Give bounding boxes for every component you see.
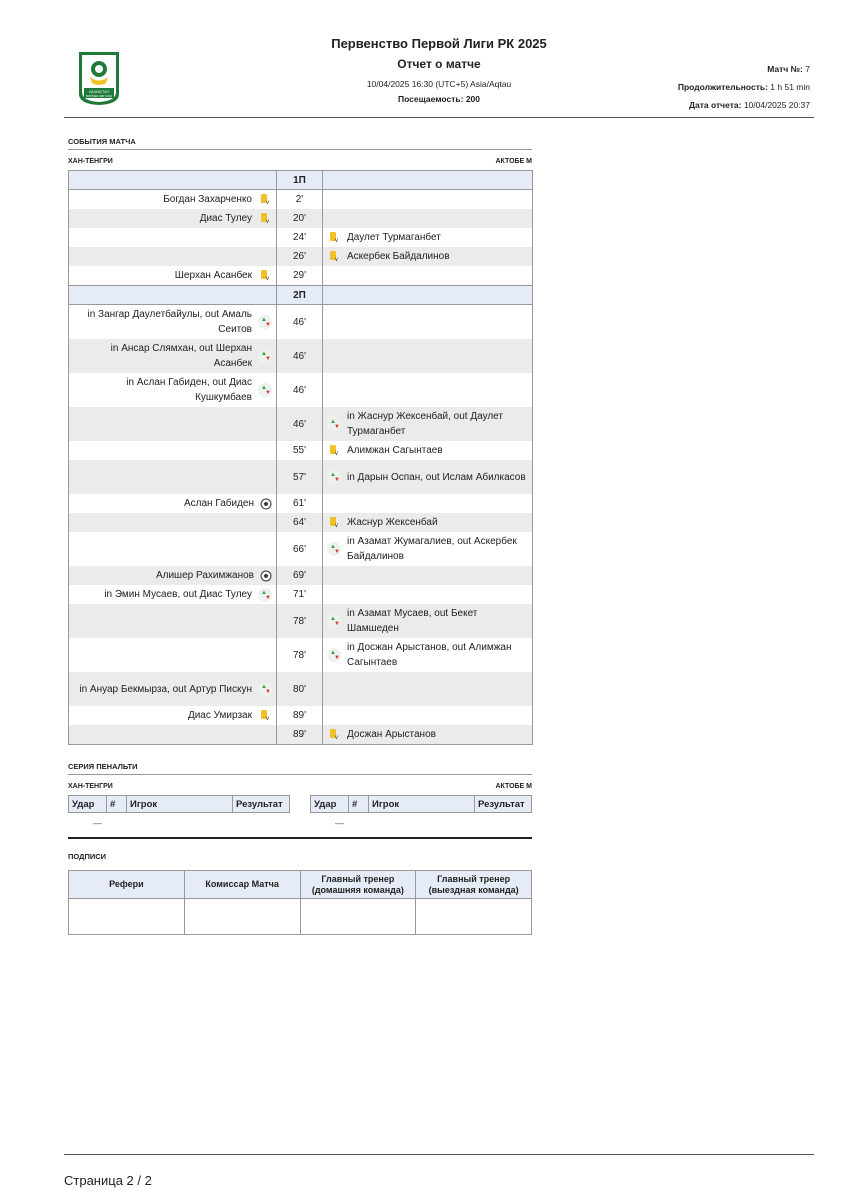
- event-minute: 78': [277, 604, 323, 638]
- event-away-cell: [323, 373, 533, 407]
- event-row: [69, 604, 533, 638]
- event-row: [69, 725, 533, 745]
- page-title: Первенство Первой Лиги РК 2025: [331, 36, 547, 51]
- event-minute: 46': [277, 407, 323, 441]
- event-away-cell: [323, 266, 533, 286]
- event-text: in Азамат Жумагалиев, out Аскербек Байдалинов: [347, 536, 517, 562]
- substitution-icon: ▲ ▼: [327, 542, 341, 556]
- event-away-cell: [323, 407, 533, 441]
- event-text: in Азамат Мусаев, out Бекет Шамшеден: [347, 608, 478, 634]
- penalty-away-col-result: Результат: [475, 796, 532, 813]
- event-row: [69, 494, 533, 513]
- match-number-value: 7: [805, 64, 810, 74]
- event-home-cell: [69, 305, 277, 340]
- event-away-cell: [323, 305, 533, 340]
- event-minute: 46': [277, 373, 323, 407]
- match-number: [678, 60, 810, 78]
- duration-value: 1 h 51 min: [770, 82, 810, 92]
- event-text: Алишер Рахимжанов: [155, 570, 254, 581]
- report-header: [64, 30, 814, 118]
- events-table: [68, 170, 533, 745]
- event-row: [69, 460, 533, 494]
- event-text: Диас Умирзак: [187, 710, 252, 721]
- event-home-cell: [69, 494, 277, 513]
- event-row: [69, 305, 533, 340]
- substitution-icon: ▲ ▼: [327, 614, 341, 628]
- event-minute: 69': [277, 566, 323, 585]
- event-row: [69, 585, 533, 604]
- event-home-cell: [69, 228, 277, 247]
- events-section: [68, 137, 532, 745]
- substitution-icon: ▲ ▼: [258, 349, 272, 363]
- logo-text-1: ҚАЗАҚСТАН: [89, 90, 109, 94]
- penalty-home-col-shot: Удар: [69, 796, 107, 813]
- match-datetime: 10/04/2025 16:30 (UTC+5) Asia/Aqtau: [366, 79, 512, 89]
- event-home-cell: [69, 339, 277, 373]
- yellow-card-icon: v: [327, 250, 341, 264]
- event-home-cell: [69, 638, 277, 672]
- yellow-card-icon: v: [258, 212, 272, 226]
- penalty-away-col-shot: Удар: [311, 796, 349, 813]
- event-text: Даулет Турмаганбет: [347, 232, 441, 243]
- period-label: 2П: [277, 286, 323, 305]
- period-row: [69, 286, 533, 305]
- event-home-cell: [69, 706, 277, 725]
- event-text: Аскербек Байдалинов: [347, 251, 450, 262]
- signature-cell-commissioner[interactable]: [184, 899, 300, 935]
- penalty-table-away: [310, 795, 532, 833]
- event-minute: 29': [277, 266, 323, 286]
- report-date-value: 10/04/2025 20:37: [743, 100, 810, 110]
- match-meta: [678, 60, 810, 114]
- event-away-cell: [323, 460, 533, 494]
- event-away-cell: [323, 247, 533, 266]
- event-text: Аслан Габиден: [183, 498, 254, 509]
- event-minute: 78': [277, 638, 323, 672]
- event-text: in Ануар Бекмырза, out Артур Пискун: [79, 683, 252, 695]
- event-row: [69, 190, 533, 210]
- event-away-cell: [323, 513, 533, 532]
- event-minute: 66': [277, 532, 323, 566]
- penalty-away-col-number: #: [349, 796, 369, 813]
- yellow-card-icon: v: [327, 231, 341, 245]
- event-home-cell: [69, 460, 277, 494]
- penalty-home-col-result: Результат: [233, 796, 290, 813]
- substitution-icon: ▲ ▼: [327, 417, 341, 431]
- event-minute: 2': [277, 190, 323, 210]
- substitution-icon: ▲ ▼: [258, 682, 272, 696]
- signatures-table: [68, 870, 532, 935]
- signature-cell-home-coach[interactable]: [300, 899, 416, 935]
- attendance-value: 200: [465, 94, 481, 104]
- event-row: [69, 638, 533, 672]
- event-minute: 61': [277, 494, 323, 513]
- report-date-label: Дата отчета:: [688, 100, 742, 110]
- penalty-home-team: ХАН-ТЕНГРИ: [68, 783, 113, 790]
- match-number-label: Матч №:: [767, 64, 803, 74]
- penalty-home-col-number: #: [107, 796, 127, 813]
- event-text: Алимжан Сагынтаев: [347, 445, 443, 456]
- event-away-cell: [323, 725, 533, 745]
- period-label: 1П: [277, 171, 323, 190]
- event-away-cell: [323, 190, 533, 210]
- penalty-away-empty: —: [335, 817, 344, 828]
- event-text: Диас Тулеу: [199, 213, 252, 224]
- substitution-icon: ▲ ▼: [327, 470, 341, 484]
- event-home-cell: [69, 513, 277, 532]
- event-minute: 64': [277, 513, 323, 532]
- event-minute: 24': [277, 228, 323, 247]
- event-away-cell: [323, 494, 533, 513]
- period-row: [69, 171, 533, 190]
- event-text: in Ансар Слямхан, out Шерхан Асанбек: [110, 343, 252, 369]
- signature-cell-referee[interactable]: [69, 899, 185, 935]
- event-away-cell: [323, 228, 533, 247]
- substitution-icon: ▲ ▼: [327, 648, 341, 662]
- event-away-cell: [323, 532, 533, 566]
- event-home-cell: [69, 266, 277, 286]
- event-minute: 71': [277, 585, 323, 604]
- substitution-icon: ▲ ▼: [258, 383, 272, 397]
- penalty-tables: [68, 795, 532, 833]
- events-teams: [68, 157, 532, 167]
- event-home-cell: [69, 566, 277, 585]
- event-row: [69, 706, 533, 725]
- penalty-divider: [68, 837, 532, 839]
- event-text: Шерхан Асанбек: [174, 270, 252, 281]
- event-row: [69, 407, 533, 441]
- signature-col-referee: Рефери: [69, 871, 185, 899]
- event-text: in Эмин Мусаев, out Диас Тулеу: [104, 589, 252, 600]
- event-minute: 20': [277, 209, 323, 228]
- event-minute: 26': [277, 247, 323, 266]
- penalty-table-home: [68, 795, 290, 833]
- event-minute: 80': [277, 672, 323, 706]
- event-row: [69, 566, 533, 585]
- event-away-cell: [323, 638, 533, 672]
- event-text: in Дарын Оспан, out Ислам Абилкасов: [347, 471, 526, 483]
- event-row: [69, 532, 533, 566]
- event-home-cell: [69, 373, 277, 407]
- event-home-cell: [69, 441, 277, 460]
- event-home-cell: [69, 209, 277, 228]
- event-home-cell: [69, 407, 277, 441]
- penalty-teams: [68, 782, 532, 792]
- signature-col-away-coach: Главный тренер (выездная команда): [416, 871, 532, 899]
- event-home-cell: [69, 247, 277, 266]
- event-away-cell: [323, 706, 533, 725]
- event-text: Досжан Арыстанов: [347, 729, 436, 740]
- event-row: [69, 672, 533, 706]
- yellow-card-icon: v: [258, 709, 272, 723]
- event-minute: 55': [277, 441, 323, 460]
- event-text: in Досжан Арыстанов, out Алимжан Сагынтаев: [347, 642, 512, 668]
- penalty-section: [68, 762, 532, 839]
- yellow-card-icon: v: [258, 269, 272, 283]
- events-home-team: ХАН-ТЕНГРИ: [68, 158, 113, 165]
- yellow-card-icon: v: [258, 193, 272, 207]
- event-text: in Жаснур Жексенбай, out Даулет Турмаганбет: [347, 411, 503, 437]
- event-home-cell: [69, 604, 277, 638]
- penalty-away-col-player: Игрок: [369, 796, 475, 813]
- event-home-cell: [69, 725, 277, 745]
- event-minute: 89': [277, 706, 323, 725]
- signatures-section: [68, 852, 532, 935]
- event-minute: 57': [277, 460, 323, 494]
- duration-label: Продолжительность:: [677, 82, 768, 92]
- event-row: [69, 209, 533, 228]
- yellow-card-icon: v: [327, 516, 341, 530]
- page-number: Страница 2 / 2: [64, 1173, 152, 1188]
- signature-col-commissioner: Комиссар Матча: [184, 871, 300, 899]
- page-footer: [64, 1154, 814, 1188]
- event-text: in Зангар Даулетбайулы, out Амаль Сеитов: [87, 309, 252, 335]
- substitution-icon: ▲ ▼: [258, 588, 272, 602]
- event-away-cell: [323, 604, 533, 638]
- event-away-cell: [323, 566, 533, 585]
- penalty-away-team: АКТОБЕ М: [495, 783, 532, 790]
- event-row: [69, 513, 533, 532]
- event-away-cell: [323, 441, 533, 460]
- penalty-home-empty: —: [93, 817, 102, 828]
- event-row: [69, 441, 533, 460]
- yellow-card-icon: v: [327, 444, 341, 458]
- penalty-home-col-player: Игрок: [127, 796, 233, 813]
- penalty-section-title: СЕРИЯ ПЕНАЛЬТИ: [68, 762, 532, 775]
- events-section-title: СОБЫТИЯ МАТЧА: [68, 137, 532, 150]
- event-minute: 46': [277, 305, 323, 340]
- event-row: [69, 339, 533, 373]
- substitution-icon: ▲ ▼: [258, 315, 272, 329]
- event-text: Жаснур Жексенбай: [347, 517, 438, 528]
- logo-text-2: БІРІНШІ ЛИГАСЫ: [85, 94, 113, 98]
- event-row: [69, 373, 533, 407]
- event-home-cell: [69, 532, 277, 566]
- signature-col-home-coach: Главный тренер (домашняя команда): [300, 871, 416, 899]
- attendance-label: Посещаемость:: [397, 94, 464, 104]
- signatures-section-title: ПОДПИСИ: [68, 852, 107, 861]
- event-home-cell: [69, 585, 277, 604]
- report-date: [678, 96, 810, 114]
- event-away-cell: [323, 339, 533, 373]
- event-text: Богдан Захарченко: [163, 194, 252, 205]
- page-subtitle: Отчет о матче: [397, 57, 481, 71]
- goal-ball-icon: [260, 498, 272, 510]
- event-text: in Аслан Габиден, out Диас Кушкумбаев: [126, 377, 252, 403]
- event-home-cell: [69, 672, 277, 706]
- yellow-card-icon: v: [327, 728, 341, 742]
- event-home-cell: [69, 190, 277, 210]
- event-away-cell: [323, 585, 533, 604]
- signature-cell-away-coach[interactable]: [416, 899, 532, 935]
- events-away-team: АКТОБЕ М: [495, 158, 532, 165]
- goal-ball-icon: [260, 570, 272, 582]
- event-minute: 89': [277, 725, 323, 745]
- event-away-cell: [323, 672, 533, 706]
- event-minute: 46': [277, 339, 323, 373]
- event-row: [69, 228, 533, 247]
- event-away-cell: [323, 209, 533, 228]
- match-duration: [678, 78, 810, 96]
- event-row: [69, 247, 533, 266]
- event-row: [69, 266, 533, 286]
